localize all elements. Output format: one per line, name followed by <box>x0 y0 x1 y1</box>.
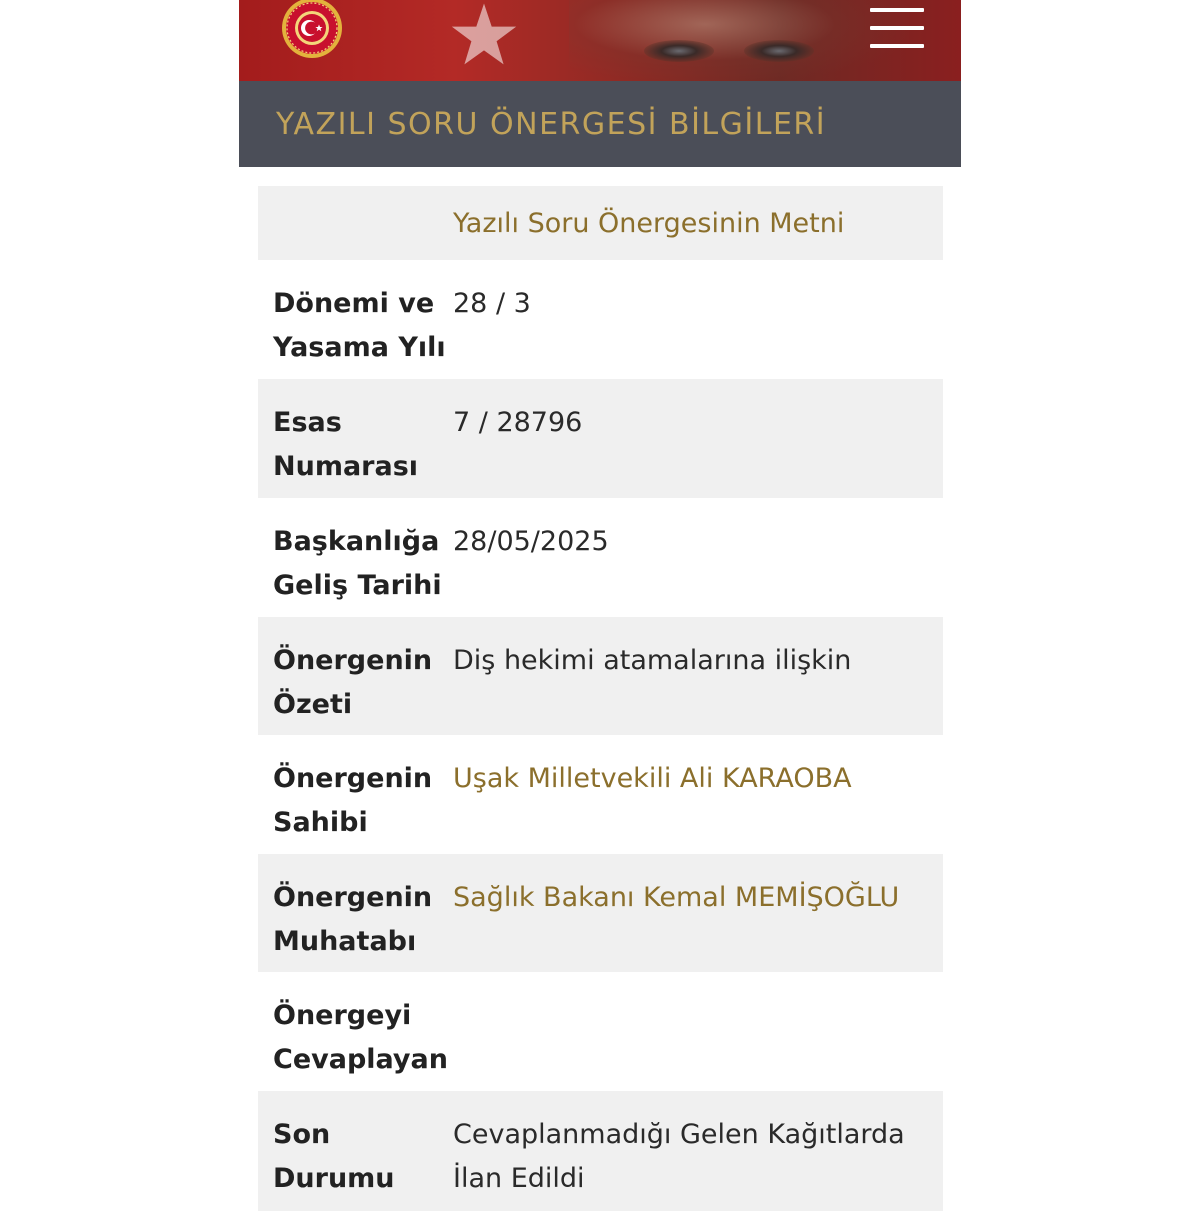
row-value-cevaplayan <box>453 972 943 1091</box>
row-value-donem: 28 / 3 <box>453 288 531 319</box>
row-label-sahibi: Önergenin Sahibi <box>273 763 433 838</box>
table-row <box>258 854 943 972</box>
banner-portrait-shade <box>569 0 909 81</box>
row-value-sahibi-link[interactable]: Uşak Milletvekili Ali KARAOBA <box>453 763 852 794</box>
row-value-muhatabi-link[interactable]: Sağlık Bakanı Kemal MEMİŞOĞLU <box>453 882 900 913</box>
row-label-esas: Esas Numarası <box>273 407 419 482</box>
row-value-gelis-tarihi: 28/05/2025 <box>453 526 609 557</box>
menu-bar-top <box>870 8 924 12</box>
row-value-son-durumu: Cevaplanmadığı Gelen Kağıtlarda İlan Edildi <box>453 1119 905 1194</box>
row-label-donem: Dönemi ve Yasama Yılı <box>273 288 446 363</box>
page-title-bar <box>239 81 961 167</box>
menu-bar-middle <box>870 26 924 30</box>
table-row <box>258 1091 943 1211</box>
header-banner <box>239 0 961 81</box>
row-label-gelis-tarihi: Başkanlığa Geliş Tarihi <box>273 526 442 601</box>
proposal-text-link[interactable]: Yazılı Soru Önergesinin Metni <box>453 208 845 239</box>
table-label-empty <box>258 186 453 260</box>
table-row-text-link <box>258 186 943 260</box>
table-row <box>258 735 943 854</box>
table-row <box>258 972 943 1091</box>
row-label-ozet: Önergenin Özeti <box>273 645 433 720</box>
portrait-eye-right <box>744 40 814 62</box>
table-row <box>258 379 943 498</box>
table-row <box>258 498 943 617</box>
table-row <box>258 260 943 379</box>
portrait-eye-left <box>644 40 714 62</box>
row-value-esas: 7 / 28796 <box>453 407 583 438</box>
flag-star-icon <box>449 0 519 70</box>
table-row <box>258 617 943 735</box>
row-label-son-durumu: Son Durumu <box>273 1119 395 1194</box>
proposal-details-table <box>258 186 943 1211</box>
row-value-ozet: Diş hekimi atamalarına ilişkin <box>453 645 852 676</box>
page-title: YAZILI SORU ÖNERGESİ BİLGİLERİ <box>276 106 827 142</box>
row-label-muhatabi: Önergenin Muhatabı <box>273 882 433 957</box>
menu-button[interactable] <box>870 8 924 48</box>
menu-bar-bottom <box>870 44 924 48</box>
tbmm-seal-icon[interactable] <box>277 0 347 62</box>
row-label-cevaplayan: Önergeyi Cevaplayan <box>273 1000 448 1075</box>
